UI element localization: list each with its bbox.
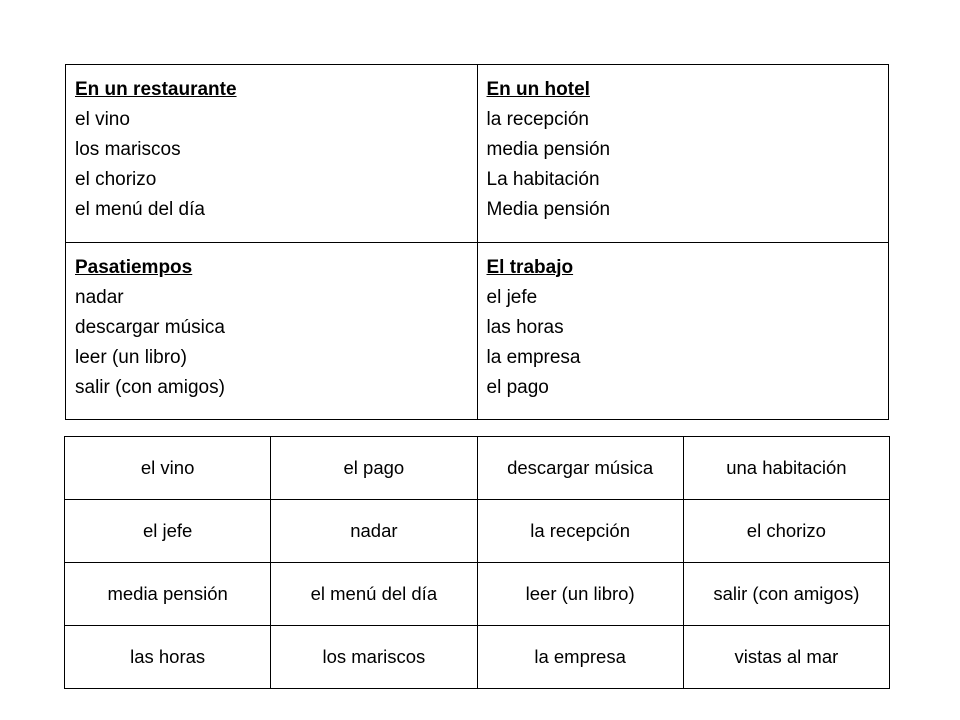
- bingo-cell: la recepción: [477, 500, 683, 563]
- bingo-row: [65, 437, 890, 500]
- bingo-cell: nadar: [271, 500, 477, 563]
- category-item: el chorizo: [75, 169, 157, 190]
- bingo-cell: una habitación: [683, 437, 889, 500]
- categories-row-2: [66, 242, 889, 420]
- category-item: media pensión: [486, 139, 611, 160]
- category-item: los mariscos: [75, 139, 181, 160]
- bingo-grid-table: [64, 436, 890, 689]
- category-title: Pasatiempos: [75, 256, 193, 278]
- bingo-row: [65, 626, 890, 689]
- category-item: nadar: [75, 286, 124, 308]
- bingo-cell: descargar música: [477, 437, 683, 500]
- categories-row-1: [66, 65, 889, 243]
- category-item: Media pensión: [486, 199, 611, 220]
- bingo-cell: el vino: [65, 437, 271, 500]
- category-cell-restaurante: [66, 65, 478, 243]
- category-title: El trabajo: [486, 256, 574, 278]
- bingo-cell: el menú del día: [271, 563, 477, 626]
- bingo-row: [65, 563, 890, 626]
- category-cell-trabajo: [477, 242, 889, 420]
- category-cell-pasatiempos: [66, 242, 478, 420]
- vocabulary-categories-table: [65, 64, 889, 420]
- category-item: las horas: [486, 316, 564, 338]
- bingo-cell: los mariscos: [271, 626, 477, 689]
- category-item: el menú del día: [75, 199, 205, 220]
- category-item: La habitación: [486, 169, 600, 190]
- category-item: leer (un libro): [75, 346, 187, 368]
- bingo-cell: las horas: [65, 626, 271, 689]
- bingo-row: [65, 500, 890, 563]
- category-item: el pago: [486, 376, 549, 398]
- bingo-cell: el chorizo: [683, 500, 889, 563]
- category-title: En un hotel: [486, 79, 590, 100]
- bingo-cell: vistas al mar: [683, 626, 889, 689]
- bingo-cell: salir (con amigos): [683, 563, 889, 626]
- category-item: descargar música: [75, 316, 225, 338]
- category-title: En un restaurante: [75, 79, 237, 100]
- category-item: la recepción: [486, 109, 589, 130]
- category-item: el vino: [75, 109, 130, 130]
- category-item: salir (con amigos): [75, 376, 225, 398]
- bingo-cell: media pensión: [65, 563, 271, 626]
- bingo-cell: el pago: [271, 437, 477, 500]
- bingo-cell: el jefe: [65, 500, 271, 563]
- category-item: el jefe: [486, 286, 538, 308]
- bingo-cell: la empresa: [477, 626, 683, 689]
- bingo-cell: leer (un libro): [477, 563, 683, 626]
- category-item: la empresa: [486, 346, 581, 368]
- category-cell-hotel: [477, 65, 889, 243]
